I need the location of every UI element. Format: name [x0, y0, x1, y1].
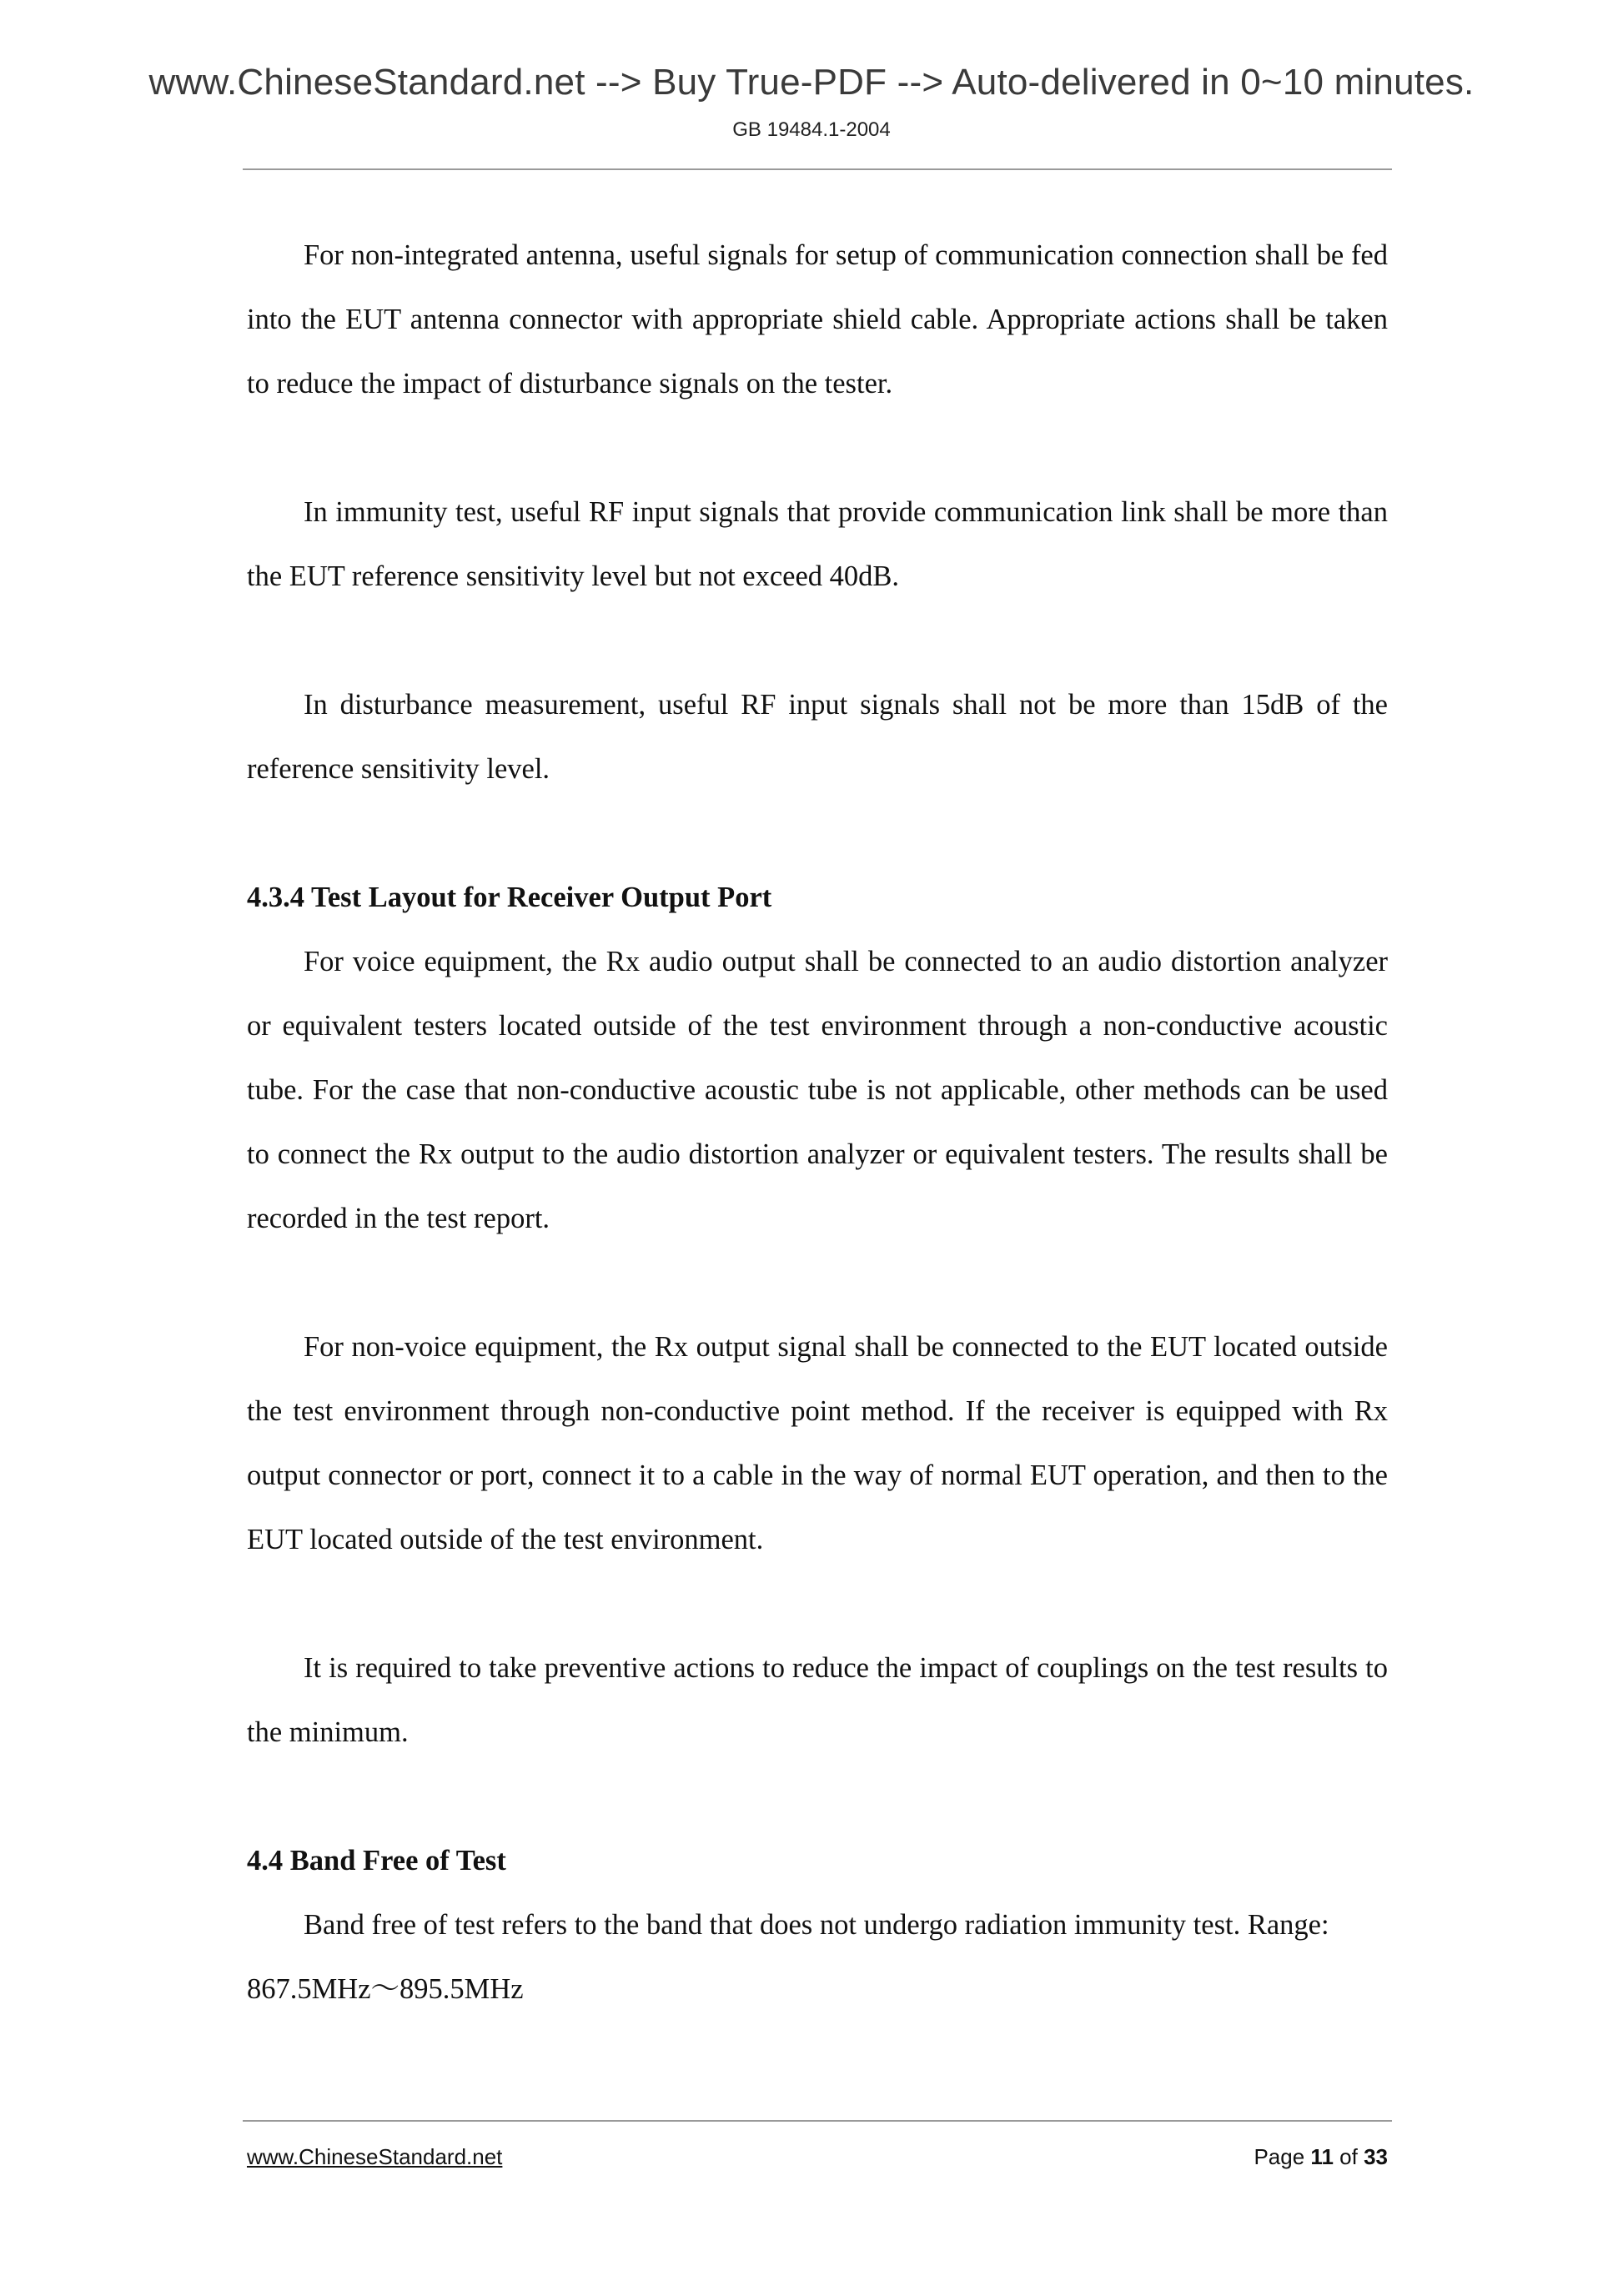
page-of: of — [1339, 2144, 1358, 2169]
section-heading-4-4: 4.4 Band Free of Test — [247, 1845, 506, 1876]
paragraph-non-integrated-antenna: For non-integrated antenna, useful signals for setup of communication connection shall be fed into the EUT antenna connector with appropriate shield cable. Appropriate actions shall be taken to reduce the impact of disturbance signals on the tester. — [247, 239, 1388, 399]
footer-website-link[interactable]: www.ChineseStandard.net — [247, 2144, 503, 2169]
paragraph-gap — [247, 416, 1388, 480]
paragraph-band-free-of-test: Band free of test refers to the band that does not undergo radiation immunity test. Range: — [304, 1909, 1329, 1941]
frequency-range: 867.5MHz～895.5MHz — [247, 1973, 524, 2005]
header-divider — [243, 168, 1392, 170]
top-banner[interactable]: www.ChineseStandard.net --> Buy True-PDF --> Auto-delivered in 0~10 minutes. — [148, 62, 1475, 103]
paragraph-immunity-test: In immunity test, useful RF input signals that provide communication link shall be more than the EUT reference sensitivity level but not exceed 40dB. — [247, 496, 1388, 592]
paragraph-non-voice-equipment: For non-voice equipment, the Rx output signal shall be connected to the EUT located outside the test environment through non-conductive point method. If the receiver is equipped with Rx output connector or port, connect it to a cable in the way of normal EUT operation, and then to the EUT located outside of the test environment. — [247, 1331, 1388, 1555]
page-current: 11 — [1310, 2144, 1334, 2169]
paragraph-voice-equipment: For voice equipment, the Rx audio output shall be connected to an audio distortion analyzer or equivalent testers located outside of the test environment through a non-conductive acoustic tube. For the case that non-conductive acoustic tube is not applicable, other methods can be used to connect the Rx output to the audio distortion analyzer or equivalent testers. The results shall be recorded in the test report. — [247, 946, 1388, 1234]
page-number — [1254, 2144, 1388, 2170]
paragraph-gap — [247, 609, 1388, 673]
document-id: GB 19484.1-2004 — [732, 118, 891, 141]
paragraph-preventive-actions: It is required to take preventive actions to reduce the impact of couplings on the test results to the minimum. — [247, 1652, 1388, 1748]
section-heading-4-3-4: 4.3.4 Test Layout for Receiver Output Port — [247, 882, 772, 913]
paragraph-gap — [247, 1572, 1388, 1636]
paragraph-disturbance-measurement: In disturbance measurement, useful RF input signals shall not be more than 15dB of the reference sensitivity level. — [247, 689, 1388, 785]
footer-divider — [243, 2120, 1392, 2122]
page-content — [247, 224, 1388, 2022]
page-total: 33 — [1364, 2144, 1388, 2169]
paragraph-gap — [247, 801, 1388, 866]
paragraph-gap — [247, 1251, 1388, 1315]
paragraph-gap — [247, 1765, 1388, 1829]
page-prefix: Page — [1254, 2144, 1305, 2169]
